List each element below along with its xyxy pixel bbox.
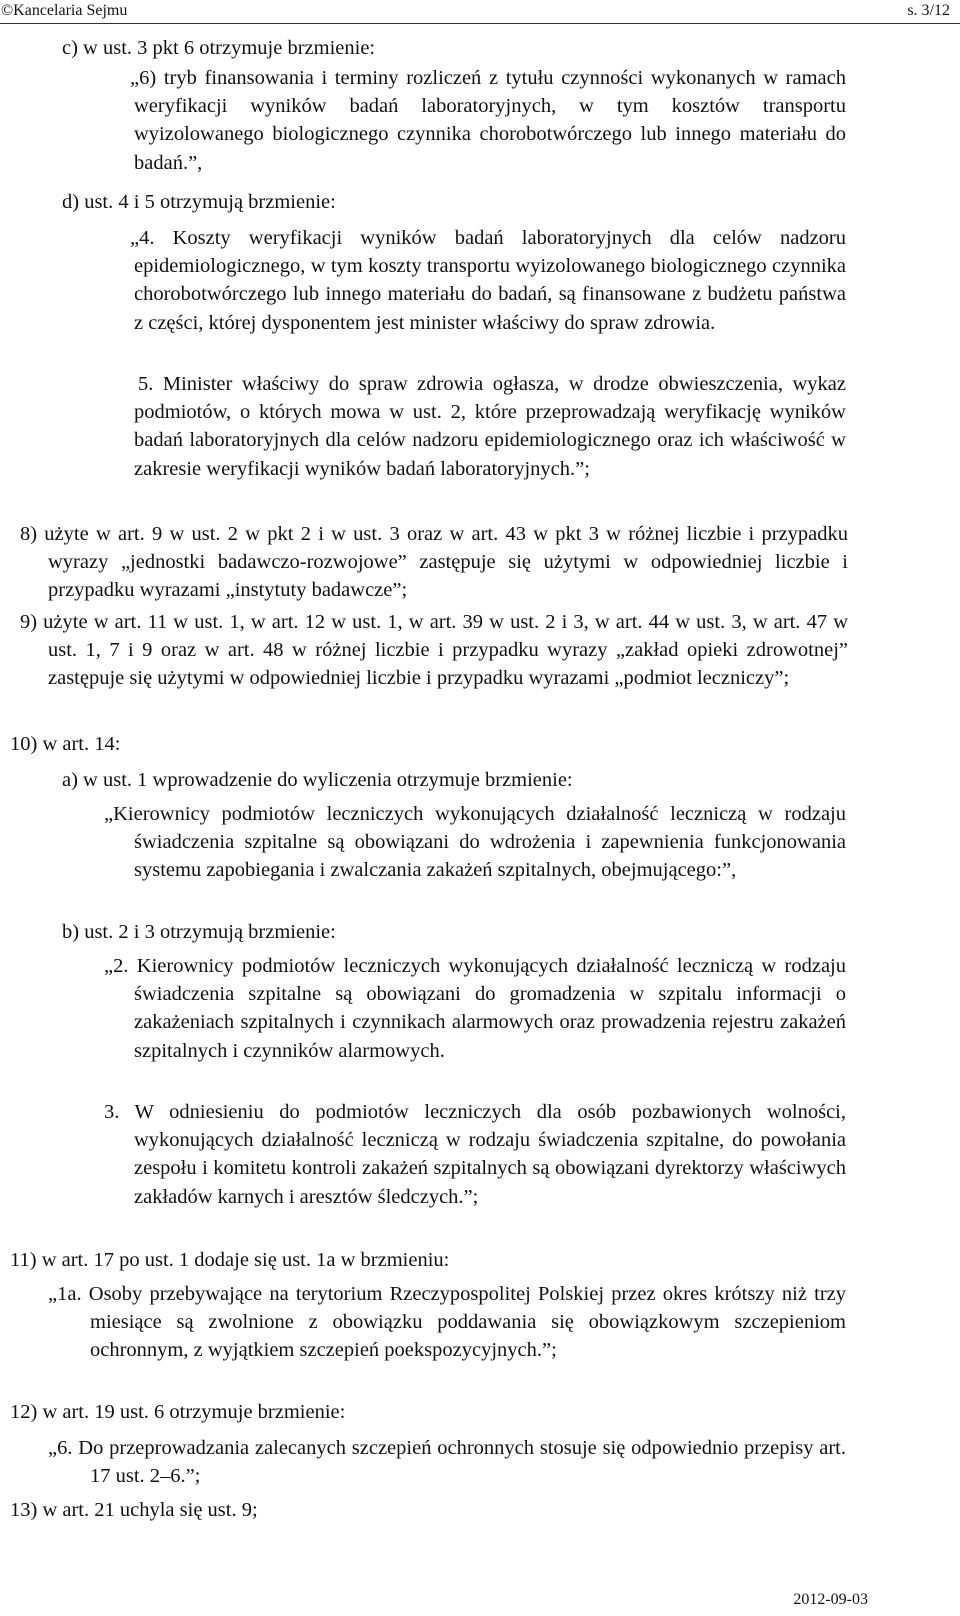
- paragraph-ust-6: „6. Do przeprowadzania zalecanych szczepień ochronnych stosuje się odpowiednio przepisy art. 17 ust. 2–6.”;: [48, 1437, 846, 1488]
- paragraph-a-ust-1: a) w ust. 1 wprowadzenie do wyliczenia otrzymuje brzmienie:: [62, 769, 573, 791]
- paragraph-pkt-11: 11) w art. 17 po ust. 1 dodaje się ust. 1a w brzmieniu:: [10, 1249, 450, 1271]
- paragraph-pkt-13: 13) w art. 21 uchyla się ust. 9;: [10, 1499, 258, 1521]
- paragraph-b-ust-2-3: b) ust. 2 i 3 otrzymują brzmienie:: [62, 921, 336, 943]
- paragraph-kierownicy-wprowadzenie: „Kierownicy podmiotów leczniczych wykonujących działalność leczniczą w rodzaju świadczenia szpitalne są obowiązani do wdrożenia i zapewnienia funkcjonowania systemu zapobiegania i zwalczania zakażeń szpitalnych, obejmującego:”,: [104, 803, 846, 882]
- paragraph-ust-4: „4. Koszty weryfikacji wyników badań laboratoryjnych dla celów nadzoru epidemiologicznego, w tym koszty transportu wyizolowanego biologicznego czynnika chorobotwórczego lub innego materiału do badań, są finansowane z budżetu państwa z części, której dysponentem jest minister właściwy do spraw zdrowia.: [130, 227, 846, 334]
- paragraph-pkt-10: 10) w art. 14:: [10, 733, 121, 755]
- paragraph-ust-3: 3. W odniesieniu do podmiotów leczniczych dla osób pozbawionych wolności, wykonujących działalność leczniczą w rodzaju świadczenia szpitalne, do powołania zespołu i komitetu kontroli zakażeń szpitalnych są obowiązani dyrektorzy właściwych zakładów karnych i aresztów śledczych.”;: [104, 1101, 846, 1208]
- paragraph-ust-2: „2. Kierownicy podmiotów leczniczych wykonujących działalność leczniczą w rodzaju świadczenia szpitalne są obowiązani do gromadzenia w szpitalu informacji o zakażeniach szpitalnych i czynnikach alarmowych oraz prowadzenia rejestru zakażeń szpitalnych i czynników alarmowych.: [104, 955, 846, 1062]
- paragraph-pkt-12: 12) w art. 19 ust. 6 otrzymuje brzmienie:: [10, 1401, 346, 1423]
- header-publisher: ©Kancelaria Sejmu: [1, 2, 128, 19]
- paragraph-pkt-9: 9) użyte w art. 11 w ust. 1, w art. 12 w ust. 1, w art. 39 w ust. 2 i 3, w art. 44 w ust. 3, w art. 47 w ust. 1, 7 i 9 oraz w art. 48 w różnej liczbie i przypadku wyrazy „zakład opieki zdrowotnej” zastępuje się użytymi w odpowiedniej liczbie i przypadku wyrazami „podmiot leczniczy”;: [20, 611, 848, 690]
- header-page-number: s. 3/12: [907, 2, 950, 19]
- paragraph-ust-5: 5. Minister właściwy do spraw zdrowia ogłasza, w drodze obwieszczenia, wykaz podmiotów, o których mowa w ust. 2, które przeprowadzają weryfikację wyników badań laboratoryjnych dla celów nadzoru epidemiologicznego oraz ich właściwość w zakresie weryfikacji wyników badań laboratoryjnych.”;: [134, 373, 846, 480]
- paragraph-d-ust-4-5: d) ust. 4 i 5 otrzymują brzmienie:: [62, 191, 336, 213]
- page-header: [0, 0, 960, 26]
- paragraph-pkt-8: 8) użyte w art. 9 w ust. 2 w pkt 2 i w ust. 3 oraz w art. 43 w pkt 3 w różnej liczbie i przypadku wyrazy „jednostki badawczo-rozwojowe” zastępuje się użytymi w odpowiedniej liczbie i przypadku wyrazami „instytuty badawcze”;: [20, 523, 848, 602]
- footer-date: 2012-09-03: [793, 1591, 868, 1608]
- header-divider: [0, 23, 960, 24]
- paragraph-pkt-6: „6) tryb finansowania i terminy rozliczeń z tytułu czynności wykonanych w ramach weryfikacji wyników badań laboratoryjnych, w tym kosztów transportu wyizolowanego biologicznego czynnika chorobotwórczego lub innego materiału do badań.”,: [130, 67, 846, 174]
- paragraph-c-ust-3: c) w ust. 3 pkt 6 otrzymuje brzmienie:: [62, 37, 376, 59]
- paragraph-ust-1a: „1a. Osoby przebywające na terytorium Rzeczypospolitej Polskiej przez okres krótszy niż trzy miesiące są zwolnione z obowiązku poddawania się obowiązkowym szczepieniom ochronnym, z wyjątkiem szczepień poekspozycyjnych.”;: [48, 1283, 846, 1362]
